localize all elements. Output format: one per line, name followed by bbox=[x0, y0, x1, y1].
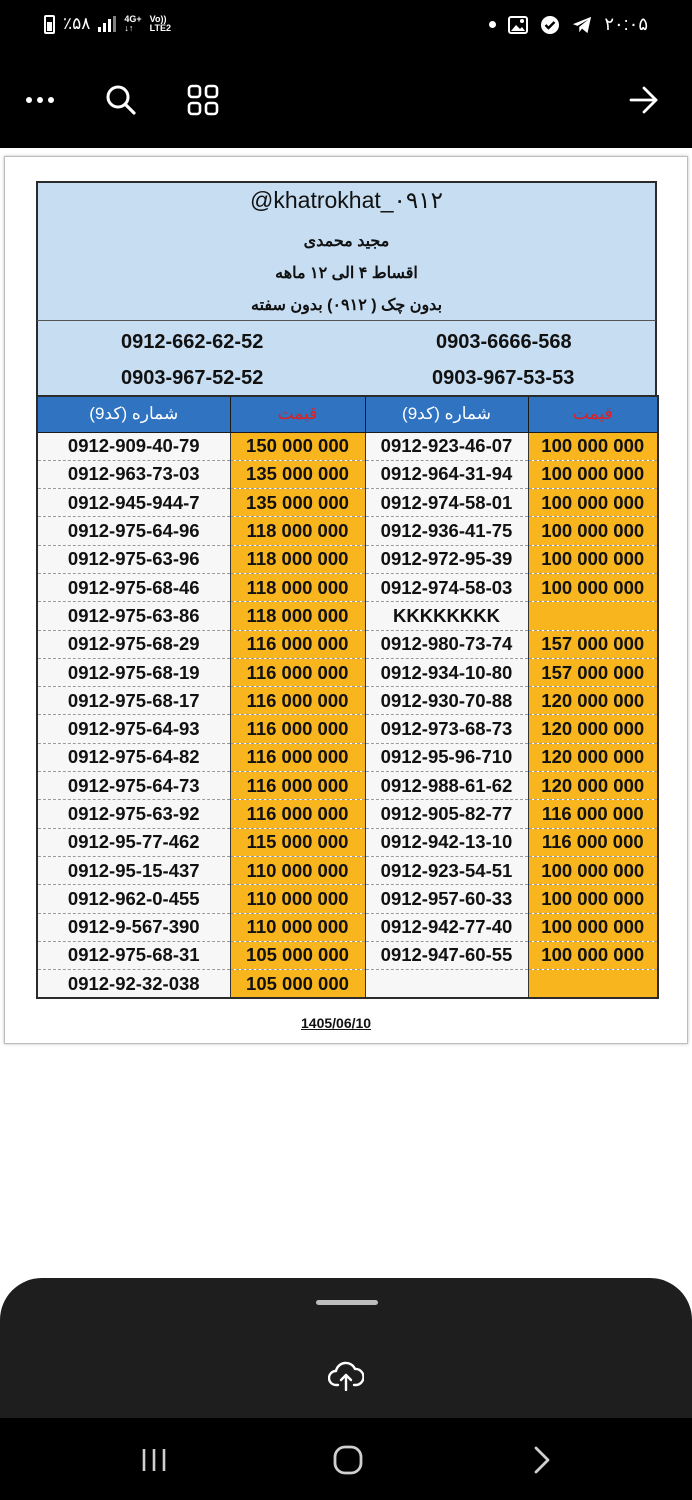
back-button[interactable] bbox=[520, 1440, 564, 1480]
table-row bbox=[37, 828, 658, 856]
cloud-upload-icon bbox=[328, 1361, 364, 1391]
signal-icon bbox=[98, 16, 116, 32]
payment-conditions: بدون چک ( ۰۹۱۲) بدون سفته bbox=[250, 297, 443, 314]
phone-number-cell: 0912-975-64-73 bbox=[37, 772, 230, 800]
grid-view-button[interactable] bbox=[183, 80, 223, 120]
phone-number-cell: 0912-909-40-79 bbox=[37, 432, 230, 460]
featured-numbers bbox=[36, 321, 657, 395]
table-row bbox=[37, 743, 658, 771]
price-cell: 116 000 000 bbox=[230, 772, 365, 800]
system-nav-bar bbox=[0, 1418, 692, 1500]
viewer-toolbar bbox=[0, 52, 692, 148]
phone-number-cell: 0912-957-60-33 bbox=[365, 885, 528, 913]
price-cell: 120 000 000 bbox=[528, 743, 658, 771]
arrow-right-icon bbox=[629, 86, 659, 114]
search-button[interactable] bbox=[101, 80, 141, 120]
table-row bbox=[37, 460, 658, 488]
price-cell: 120 000 000 bbox=[528, 687, 658, 715]
table-row bbox=[37, 573, 658, 601]
phone-number-cell bbox=[365, 970, 528, 998]
phone-number-cell: 0912-975-68-31 bbox=[37, 941, 230, 969]
price-cell: 100 000 000 bbox=[528, 517, 658, 545]
home-icon bbox=[332, 1444, 364, 1476]
column-header-number: شماره (کد9) bbox=[37, 396, 230, 432]
status-left bbox=[44, 14, 171, 34]
price-cell: 118 000 000 bbox=[230, 517, 365, 545]
price-cell: 100 000 000 bbox=[528, 913, 658, 941]
price-cell: 100 000 000 bbox=[528, 885, 658, 913]
phone-number-cell: 0912-95-77-462 bbox=[37, 828, 230, 856]
table-row bbox=[37, 630, 658, 658]
phone-number-cell: 0912-974-58-03 bbox=[365, 573, 528, 601]
table-row bbox=[37, 517, 658, 545]
table-row bbox=[37, 941, 658, 969]
price-cell: 118 000 000 bbox=[230, 545, 365, 573]
phone-number-cell: 0912-963-73-03 bbox=[37, 460, 230, 488]
phone-number-cell: 0912-975-68-29 bbox=[37, 630, 230, 658]
price-cell: 157 000 000 bbox=[528, 658, 658, 686]
battery-icon bbox=[44, 15, 55, 34]
price-cell: 118 000 000 bbox=[230, 602, 365, 630]
shield-check-icon bbox=[540, 15, 560, 35]
phone-number-cell: 0912-945-944-7 bbox=[37, 489, 230, 517]
phone-number-cell: 0912-95-15-437 bbox=[37, 856, 230, 884]
volte-label: Vo)) bbox=[149, 14, 167, 24]
table-row bbox=[37, 545, 658, 573]
price-cell: 100 000 000 bbox=[528, 460, 658, 488]
phone-number-cell: 0912-975-64-96 bbox=[37, 517, 230, 545]
phone-number-cell: 0912-975-63-86 bbox=[37, 602, 230, 630]
network-arrows-icon: ↓↑ bbox=[124, 23, 134, 33]
phone-number-cell: 0912-980-73-74 bbox=[365, 630, 528, 658]
telegram-icon bbox=[572, 15, 592, 35]
phone-number-cell: 0912-964-31-94 bbox=[365, 460, 528, 488]
phone-number-cell: 0912-942-77-40 bbox=[365, 913, 528, 941]
table-body bbox=[37, 432, 658, 998]
status-bar bbox=[0, 0, 692, 52]
price-cell: 120 000 000 bbox=[528, 772, 658, 800]
home-button[interactable] bbox=[326, 1440, 370, 1480]
price-cell: 116 000 000 bbox=[230, 630, 365, 658]
sheet-date: 1405/06/10 bbox=[301, 1015, 372, 1031]
phone-number-cell: 0912-975-68-19 bbox=[37, 658, 230, 686]
clock: ۲۰:۰۵ bbox=[604, 14, 648, 34]
featured-number: 0903-967-53-53 bbox=[432, 367, 575, 389]
table-row bbox=[37, 687, 658, 715]
price-list-image bbox=[4, 156, 688, 1044]
phone-number-cell: 0912-923-46-07 bbox=[365, 432, 528, 460]
phone-number-cell: 0912-947-60-55 bbox=[365, 941, 528, 969]
price-cell: 100 000 000 bbox=[528, 432, 658, 460]
table-row bbox=[37, 885, 658, 913]
phone-number-cell: 0912-975-63-96 bbox=[37, 545, 230, 573]
phone-number-cell: 0912-9-567-390 bbox=[37, 913, 230, 941]
phone-number-cell: 0912-962-0-455 bbox=[37, 885, 230, 913]
price-cell: 157 000 000 bbox=[528, 630, 658, 658]
recents-icon bbox=[139, 1446, 169, 1474]
installment-terms: اقساط ۴ الی ۱۲ ماهه bbox=[275, 265, 418, 282]
table-row bbox=[37, 856, 658, 884]
table-row bbox=[37, 913, 658, 941]
table-row bbox=[37, 970, 658, 998]
number-price-table bbox=[36, 395, 659, 999]
price-cell: 100 000 000 bbox=[528, 856, 658, 884]
price-cell bbox=[528, 970, 658, 998]
notification-dot-icon bbox=[489, 21, 496, 28]
table-row bbox=[37, 489, 658, 517]
table-row bbox=[37, 715, 658, 743]
price-cell: 118 000 000 bbox=[230, 573, 365, 601]
upload-button[interactable] bbox=[326, 1358, 366, 1394]
sheet-header bbox=[36, 181, 657, 321]
table-header-row bbox=[37, 396, 658, 432]
price-cell: 116 000 000 bbox=[230, 715, 365, 743]
price-cell: 150 000 000 bbox=[230, 432, 365, 460]
phone-number-cell: 0912-975-68-46 bbox=[37, 573, 230, 601]
column-header-number: شماره (کد9) bbox=[365, 396, 528, 432]
price-cell: 100 000 000 bbox=[528, 573, 658, 601]
price-cell: 105 000 000 bbox=[230, 970, 365, 998]
table-row bbox=[37, 602, 658, 630]
featured-number: 0903-967-52-52 bbox=[121, 367, 264, 389]
price-cell: 105 000 000 bbox=[230, 941, 365, 969]
phone-number-cell: 0912-95-96-710 bbox=[365, 743, 528, 771]
lte-label: LTE2 bbox=[149, 23, 172, 33]
bottom-sheet bbox=[0, 1278, 692, 1418]
price-cell: 116 000 000 bbox=[230, 800, 365, 828]
more-horizontal-icon bbox=[25, 96, 55, 104]
price-cell: 116 000 000 bbox=[230, 658, 365, 686]
phone-number-cell: 0912-92-32-038 bbox=[37, 970, 230, 998]
status-right bbox=[489, 14, 648, 35]
table-row bbox=[37, 772, 658, 800]
phone-number-cell: 0912-934-10-80 bbox=[365, 658, 528, 686]
phone-number-cell: 0912-975-68-17 bbox=[37, 687, 230, 715]
phone-number-cell: 0912-988-61-62 bbox=[365, 772, 528, 800]
battery-percent: ٪۵۸ bbox=[63, 14, 91, 33]
price-cell: 116 000 000 bbox=[230, 687, 365, 715]
phone-number-cell: 0912-930-70-88 bbox=[365, 687, 528, 715]
back-chevron-icon bbox=[532, 1445, 552, 1475]
drag-handle[interactable] bbox=[316, 1300, 378, 1305]
price-cell: 116 000 000 bbox=[230, 743, 365, 771]
price-cell: 110 000 000 bbox=[230, 913, 365, 941]
phone-number-cell: 0912-905-82-77 bbox=[365, 800, 528, 828]
phone-number-cell: 0912-975-63-92 bbox=[37, 800, 230, 828]
search-icon bbox=[105, 84, 137, 116]
phone-number-cell: 0912-942-13-10 bbox=[365, 828, 528, 856]
price-cell: 110 000 000 bbox=[230, 856, 365, 884]
network-indicator bbox=[124, 15, 141, 33]
featured-number: 0912-662-62-52 bbox=[121, 331, 264, 353]
column-header-price: قیمت bbox=[230, 396, 365, 432]
gallery-icon bbox=[508, 15, 528, 35]
price-cell: 116 000 000 bbox=[528, 800, 658, 828]
price-cell: 120 000 000 bbox=[528, 715, 658, 743]
phone-number-cell: 0912-973-68-73 bbox=[365, 715, 528, 743]
more-options-button[interactable] bbox=[20, 80, 60, 120]
phone-number-cell: 0912-923-54-51 bbox=[365, 856, 528, 884]
table-row bbox=[37, 658, 658, 686]
phone-number-cell: 0912-975-64-93 bbox=[37, 715, 230, 743]
price-cell: 135 000 000 bbox=[230, 489, 365, 517]
phone-number-cell: 0912-936-41-75 bbox=[365, 517, 528, 545]
price-cell: 100 000 000 bbox=[528, 545, 658, 573]
table-row bbox=[37, 432, 658, 460]
phone-number-cell: 0912-975-64-82 bbox=[37, 743, 230, 771]
recents-button[interactable] bbox=[132, 1440, 176, 1480]
forward-button[interactable] bbox=[624, 80, 664, 120]
phone-number-cell: 0912-974-58-01 bbox=[365, 489, 528, 517]
column-header-price: قیمت bbox=[528, 396, 658, 432]
price-cell bbox=[528, 602, 658, 630]
grid-icon bbox=[187, 84, 219, 116]
phone-number-cell: KKKKKKKK bbox=[365, 602, 528, 630]
volte-indicator bbox=[150, 15, 171, 33]
owner-name: مجید محمدی bbox=[303, 233, 390, 250]
price-cell: 100 000 000 bbox=[528, 941, 658, 969]
price-cell: 115 000 000 bbox=[230, 828, 365, 856]
featured-number: 0903-6666-568 bbox=[436, 331, 572, 353]
channel-handle: @khatrokhat_۰۹۱۲ bbox=[250, 187, 443, 213]
table-row bbox=[37, 800, 658, 828]
phone-number-cell: 0912-972-95-39 bbox=[365, 545, 528, 573]
price-cell: 135 000 000 bbox=[230, 460, 365, 488]
network-type: 4G+ bbox=[124, 14, 142, 24]
price-cell: 100 000 000 bbox=[528, 489, 658, 517]
price-cell: 116 000 000 bbox=[528, 828, 658, 856]
price-cell: 110 000 000 bbox=[230, 885, 365, 913]
